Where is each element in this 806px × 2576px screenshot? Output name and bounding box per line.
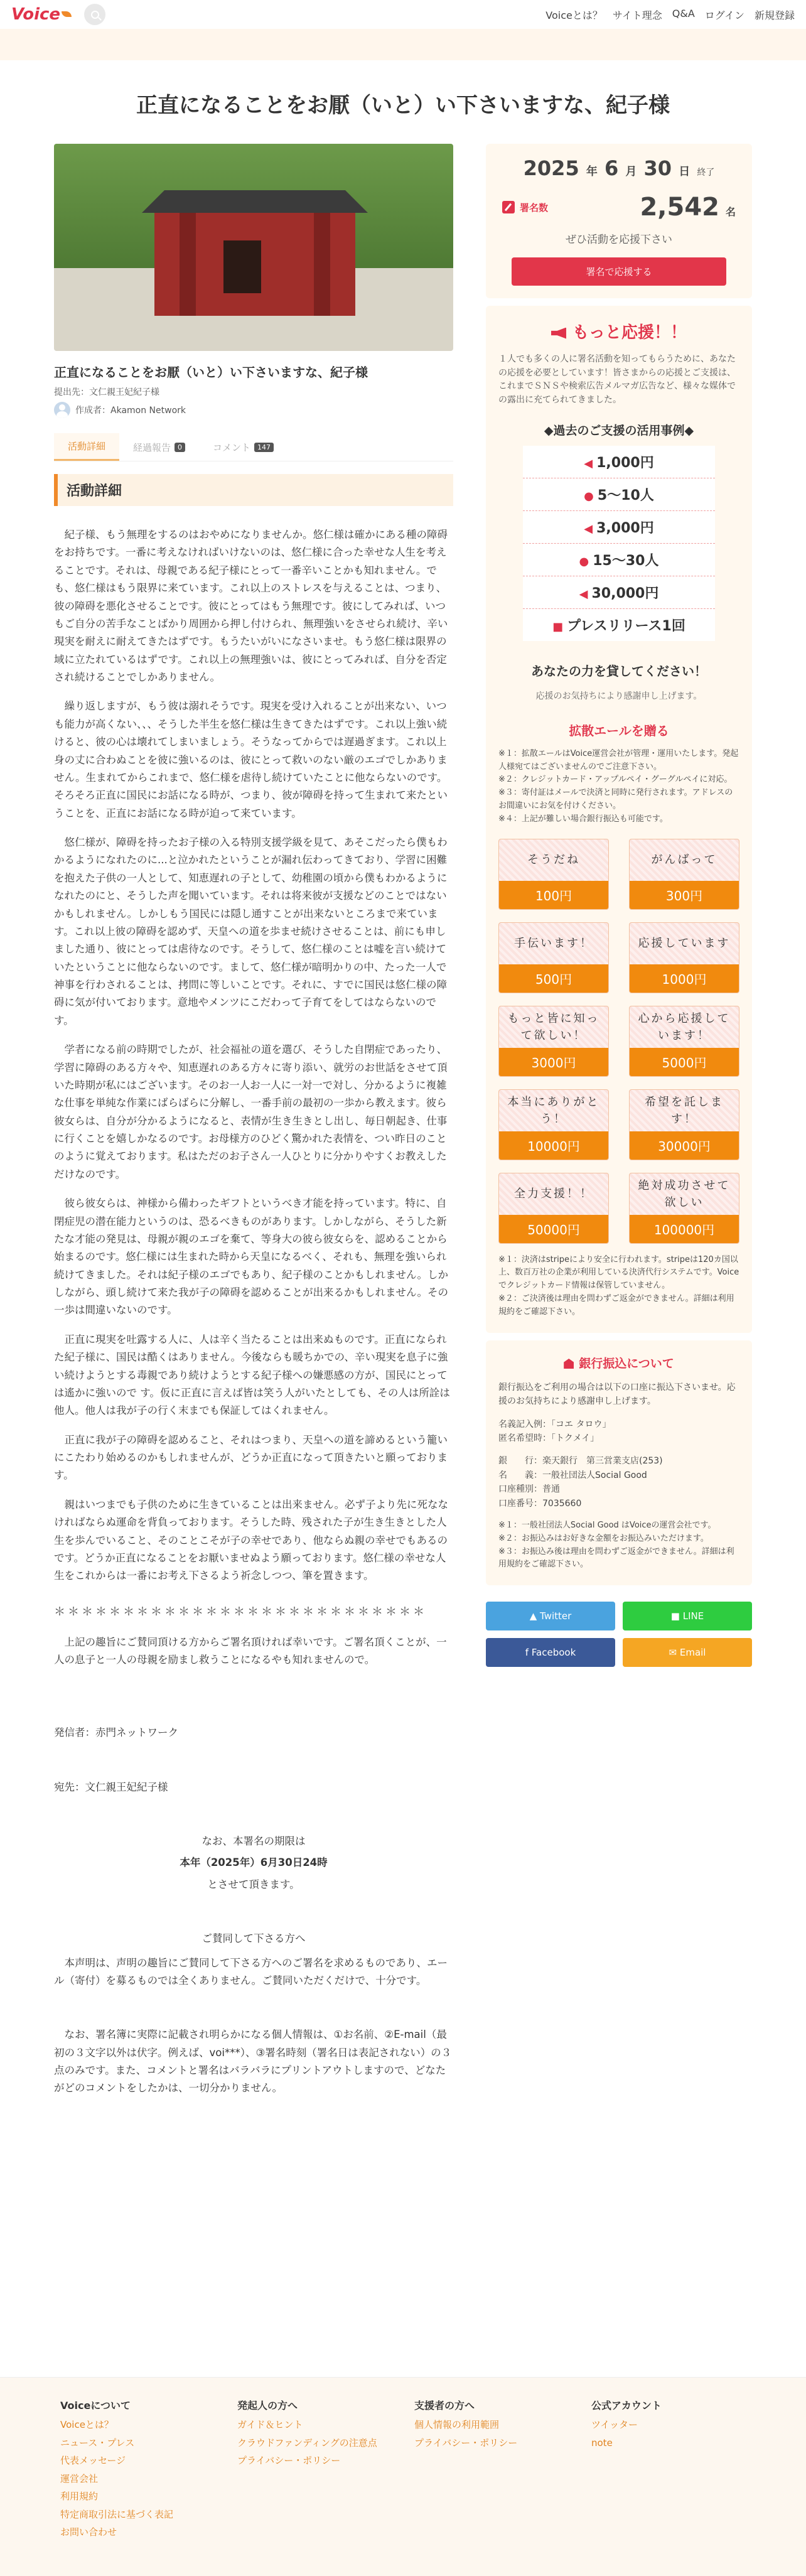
pen-icon <box>502 201 515 213</box>
share-label: Twitter <box>540 1610 572 1622</box>
date-year-unit: 年 <box>586 165 598 178</box>
footer-link[interactable]: プライバシー・ポリシー <box>237 2455 341 2466</box>
spread-notes <box>498 748 739 826</box>
count-badge: 0 <box>175 443 185 452</box>
body-paragraph: 紀子様、もう無理をするのはおやめになりませんか。悠仁様は確かにある種の障碍をお持ちです。一番に考えなければいけないのは、悠仁様に合った幸せな人生を考えることです。それは、母親である紀子様にとって一番辛いことかも知れません。でも、悠仁様はもう限界に来ています。これ以上のストレスを与えることは、つまり、彼の障碍を悪化させることです。彼にとってはもう無理です。彼にしてみれば、いつもご自分の苦手なことばかり周囲から押し付けられ、無理強いをさせられ続け、辛い現実を耐えに耐えてきたはずです。もうたいがいになさいませ。もう悠仁様は限界の域に立たれているはずです。これ以上の無理強いは、彼にとってみれば、自分を否定され続けることでしかありません。 <box>54 529 448 683</box>
note: ※２：クレジットカード・アップルペイ・グーグルペイに対応。 <box>498 775 733 785</box>
share-line-button[interactable] <box>623 1602 752 1630</box>
tab-label: コメント <box>213 441 251 453</box>
example-item <box>523 511 715 544</box>
pack-message: 応援しています <box>638 937 731 951</box>
site-footer <box>0 2377 806 2576</box>
body-paragraph: 彼ら彼女らは、神様から備わったギフトというべき才能を持っています。特に、自閉症児の潜在能力というのは、恐るべきものがあります。しかしながら、そうした新たな才能の発見は、母親が親のエゴを棄て、等身大の彼ら彼女らを、認めることから始まるのです。悠仁様には生まれた時から天皇になるべく、それも、無理を強いられ続けてきました。それは紀子様のエゴでもあり、紀子様のことかもしれません。しかしながら、頭し続けて来た我が子の障碍を認めることが出来るかもしれません。その一歩は間違いないのです。 <box>54 1197 448 1317</box>
pack-price: 100000円 <box>630 1215 739 1243</box>
tab-bar <box>54 433 453 461</box>
share-twitter-button[interactable] <box>486 1602 615 1630</box>
footer-link[interactable]: ガイド＆ヒント <box>237 2419 303 2430</box>
date-month-unit: 月 <box>625 165 637 178</box>
footer-col-official <box>591 2398 768 2576</box>
footer-link[interactable]: 特定商取引法に基づく表記 <box>60 2508 174 2520</box>
author-row[interactable] <box>54 402 453 418</box>
body-paragraph: 正直に現実を吐露する人に、人は辛く当たることは出来ぬものです。正直になられた紀子様に、国民は酷くはありません。今後ならも暖ちかでの、辛い現実を息子に強い続けようとする毒親であり続けようとする紀子様への嫌悪感の方が、国民にとっては遙かに強いので す。仮に正直に言えば皆は笑う人がいたとしても、その人は所詮は他人。他人は我が子の行く末までも保証してはくれません。 <box>54 1333 450 1417</box>
footer-col-starters <box>237 2398 414 2576</box>
footer-link[interactable]: Voiceとは？ <box>60 2419 114 2430</box>
pack-message: そうだね <box>527 853 580 867</box>
footer-link[interactable]: プライバシー・ポリシー <box>414 2437 518 2449</box>
bank-notes <box>498 1519 739 1571</box>
end-date <box>502 156 736 180</box>
tab-progress[interactable] <box>119 433 199 461</box>
deadline: 本年（2025年）6月30日24時 <box>180 1857 328 1869</box>
donate-card <box>486 306 752 1333</box>
examples-title: ◆過去のご支援の活用事例◆ <box>544 423 694 438</box>
bank-heading <box>498 1354 739 1373</box>
support-title: ご賛同して下さる方へ <box>202 1932 306 1945</box>
tab-label: 経過報告 <box>133 441 171 453</box>
pack-message: 手伝います！ <box>514 937 593 951</box>
pack-price: 500円 <box>499 964 608 993</box>
megaphone-icon: ◀ <box>579 587 588 601</box>
privacy-text: なお、署名簿に実際に記載され明らかになる個人情報は、①お名前、②E-mail（最初の３文字以外は伏字。例えば、voi***）、③署名時刻（署名日は表記されない）の３点のみです。また、コメントと署名はバラバラにプリントアウトしますので、どなたがどのコメントをしたかは、一切分かりません。 <box>54 2029 452 2094</box>
signature-label-text: 署名数 <box>520 202 549 213</box>
example-item <box>523 478 715 511</box>
bank-type: 口座種別：普通 <box>498 1484 560 1495</box>
signature-label <box>502 201 548 214</box>
count-badge: 147 <box>254 443 274 452</box>
people-icon: ● <box>579 554 589 568</box>
footer-link[interactable]: クラウドファンディングの注意点 <box>237 2437 377 2449</box>
pack-message: がんばって <box>651 853 717 867</box>
body-paragraph: 悠仁様が、障碍を持ったお子様の入る特別支援学級を見て、あそこだったら僕もわかるようになれたのに...と泣かれたということが漏れ伝わってきており、学習に困難を抱えた子供の一人として、知恵遅れの子として、幼稚園の頃から僕もわかるようになれたのにと、そうした声を聞いています。それは将来彼が支援などのことではないかもしれません。しかしもう国民には隠し通すことが出来ないところまで来ています。これ以上彼の障碍を認めず、天皇への道を歩ませ続けさせることは、前にも申しました通り、彼にとっては虐待なのです。そうして、悠仁様のことは嘘を言い続けていたということに他ならないのです。まして、悠仁様が暗明かりの中、たった一人で神事を行わされることは、拷問に等しいことです。それに、すでに国民は悠仁様の障碍に気が付いております。意地やメンツにこだわって子育てをしてはならないのです。 <box>54 836 448 1027</box>
example-label: プレスリリース1回 <box>567 618 685 634</box>
bank-name-example: 名義記入例：「コエ タロウ」 <box>498 1419 611 1430</box>
footer-heading: 発起人の方へ <box>237 2400 298 2412</box>
example-label: 15〜30人 <box>593 552 659 569</box>
example-label: 30,000円 <box>591 585 659 601</box>
note: ※３：お振込み後は理由を問わずご返金ができません。詳細は利用規約をご確認下さい。 <box>498 1546 734 1570</box>
footer-col-about <box>60 2398 237 2576</box>
sidebar <box>486 144 752 2109</box>
note: ※１：拡散エールはVoice運営会社が管理・運用いたします。発起人様宛てはございませんのでご注意下さい。 <box>498 748 739 772</box>
pack-price: 100円 <box>499 881 608 909</box>
red-gate-illustration <box>142 190 368 316</box>
date-month: 6 <box>604 156 619 180</box>
facebook-icon: f <box>525 1647 532 1659</box>
more-text: １人でも多くの人に署名活動を知ってもらうために、あなたの応援を必要としています！皆さまからの応援とご支援は、これまでＳＮＳや検索広告メルマガ広告など、様々な媒体での露出に充てられてきました。 <box>498 354 736 406</box>
bank-card <box>486 1340 752 1586</box>
footer-link[interactable]: 代表メッセージ <box>60 2455 126 2466</box>
hero-image <box>54 144 453 351</box>
bank-anon: 匿名希望時：「トクメイ」 <box>498 1433 599 1444</box>
divider-stars: ＊＊＊＊＊＊＊＊＊＊＊＊＊＊＊＊＊＊＊＊＊＊＊＊＊＊＊ <box>54 1605 427 1619</box>
pack-price: 3000円 <box>499 1048 608 1076</box>
megaphone-icon <box>551 328 566 339</box>
signature-count-value: 2,542 <box>640 193 719 222</box>
spread-title: 拡散エールを贈る <box>569 723 669 738</box>
note: ※３：寄付証はメールで決済と同時に発行されます。アドレスのお間違いにお気を付けください。 <box>498 788 733 811</box>
logo-text: Voice <box>11 5 61 24</box>
example-label: 1,000円 <box>596 455 654 471</box>
more-heading <box>498 320 739 343</box>
example-item <box>523 609 715 641</box>
body-paragraph: 学者になる前の時期でしたが、社会福祉の道を選び、そうした自閉症であったり、学習に障碍のある方々や、知恵遅れのある方々に寄り添い、就労のお世話をさせて頂いた時期が私にはございます。そのお一人お一人に一対一で対し、分かるように複雑な仕事を単純な作業にばらばらに分解し、一番手前の最初の一歩から教えます。彼ら彼女らは、自分が分かるようになると、表情が生き生きとし出し、毎日朝起き、仕事に行くことを嬉しかなるのです。お母様方のひどく驚かれた表情を、つい昨日のことのように覚えております。私はただのお子さん一人ひとりに分かりやすくお教えしただけなのです。 <box>54 1043 448 1180</box>
bank-holder: 名 義：一般社団法人Social Good <box>498 1470 647 1480</box>
example-item <box>523 576 715 609</box>
yell-pack[interactable] <box>498 922 609 993</box>
yell-pack[interactable] <box>629 839 739 910</box>
date-year: 2025 <box>523 156 579 180</box>
voice-logo[interactable] <box>11 5 74 24</box>
signature-unit: 名 <box>725 206 736 218</box>
addressee: 宛先：文仁親王妃紀子様 <box>54 1781 168 1793</box>
footer-heading: 支援者の方へ <box>414 2400 475 2412</box>
nav-about[interactable]: Voiceとは？ <box>545 9 603 21</box>
site-header <box>0 0 806 29</box>
note: ※４：上記が難しい場合銀行振込も可能です。 <box>498 814 668 824</box>
support-text: 本声明は、声明の趣旨にご賛同して下さる方へのご署名を求めるものであり、エール（寄付）を募るものでは全くありません。ご賛同いただくだけで、十分です。 <box>54 1956 448 1986</box>
power-title: あなたの力を貸してください！ <box>531 663 707 679</box>
body-paragraph: 繰り返しますが、もう彼は溺れそうです。現実を受け入れることが出来ない、いつも能力が高くない、、、そうした半生を悠仁様は生きてきたはずです。これ以上強い続けると、彼の心は壊れてしまいましょう。そうなってからでは遅過ぎます。これ以上身の丈に合わぬことを彼に強いるのは、彼にとって救いのない厳のエゴでしかありません。生まれてからこれまで、悠仁様を虐待し続けていたことに他ならないのです。そろそろ正直に国民にお話になる時が、つまり、彼が障碍を持って生まれて来たということを、正直にお話になる時が迫って来ています。 <box>54 700 448 819</box>
footer-col-supporters <box>414 2398 591 2576</box>
twitter-icon: ▲ <box>529 1610 540 1622</box>
tab-comments[interactable] <box>199 433 287 461</box>
sender: 発信者：赤門ネットワーク <box>54 1727 178 1739</box>
top-banner <box>0 29 806 60</box>
footer-link[interactable]: ニュース・プレス <box>60 2437 135 2449</box>
search-icon <box>91 11 99 19</box>
pack-message: 絶対成功させて欲しい <box>638 1178 731 1209</box>
footer-link[interactable]: ツイッター <box>591 2419 638 2430</box>
top-nav <box>545 8 795 22</box>
bank-bank: 銀 行：楽天銀行 第三営業支店(253) <box>498 1456 663 1467</box>
body-paragraph: 正直に我が子の障碍を認めること、それはつまり、天皇への道を諦めるという籠いにこたわり始めるのかもしれませんが、どうか正直になって頂きたいと願っております。 <box>54 1433 448 1482</box>
petition-recipient: 提出先：文仁親王妃紀子様 <box>54 387 159 397</box>
pack-price: 1000円 <box>630 964 739 993</box>
yell-pack[interactable] <box>498 1089 609 1160</box>
yell-pack[interactable] <box>498 1006 609 1077</box>
author-name: 作成者：Akamon Network <box>75 406 186 416</box>
pack-price: 5000円 <box>630 1048 739 1076</box>
yell-pack-grid <box>498 839 739 1244</box>
search-button[interactable] <box>84 4 105 25</box>
yell-pack[interactable] <box>629 1173 739 1244</box>
signature-request: 上記の趣旨にご賛同頂ける方からご署名頂ければ幸いです。ご署名頂くことが、一人の息子と一人の母親を励まし救うことになるやも知れませんので。 <box>54 1636 447 1666</box>
footer-link[interactable]: 運営会社 <box>60 2472 99 2484</box>
example-label: 5〜10人 <box>597 487 654 504</box>
yell-pack[interactable] <box>629 922 739 993</box>
share-email-button[interactable] <box>623 1638 752 1667</box>
nav-register[interactable]: 新規登録 <box>754 9 795 21</box>
power-sub: 応援のお気持ちにより感謝申し上げます。 <box>535 691 702 701</box>
nav-login[interactable]: ログイン <box>704 9 744 21</box>
body-paragraph: 親はいつまでも子供のために生きていることは出来ません。必ず子より先に死ななければならぬ運命を背負っております。そうした時、残された子が生き生きとした人生を歩んでいること、そのことこそが子の幸せであり、他ならぬ親の幸せでもあるのです。どうか正直になることをお厭いませぬよう願っております。悠仁様の幸せな人生をこれからは一番にお考え下さるよう祈念しつつ、筆を置きます。 <box>54 1498 448 1582</box>
petition-body <box>54 526 453 2098</box>
date-day: 30 <box>643 156 672 180</box>
line-icon: ■ <box>670 1610 683 1622</box>
footer-link[interactable]: 個人情報の利用範囲 <box>414 2419 500 2430</box>
bank-number: 口座番号：7035660 <box>498 1498 582 1509</box>
email-icon: ✉ <box>669 1647 680 1659</box>
share-label: Email <box>679 1647 706 1659</box>
signature-count <box>640 193 736 222</box>
pack-message: 全力支援！！ <box>514 1187 593 1201</box>
page-title: 正直になることをお厭（いと）い下さいますな、紀子様 <box>136 93 670 118</box>
pack-price: 10000円 <box>499 1131 608 1160</box>
note: ※２：ご決済後は理由を問わずご返金ができません。詳細は利用規約をご確認下さい。 <box>498 1293 734 1317</box>
main-column <box>54 144 453 2109</box>
pack-message: 心から応援しています！ <box>638 1011 731 1042</box>
footer-link[interactable]: note <box>591 2437 613 2449</box>
yell-pack[interactable] <box>498 839 609 910</box>
bank-title: 銀行振込について <box>579 1356 674 1371</box>
yell-pack[interactable] <box>498 1173 609 1244</box>
pack-message: 本当にありがとう！ <box>507 1095 600 1126</box>
example-item <box>523 544 715 576</box>
share-label: Facebook <box>531 1647 576 1659</box>
people-icon: ● <box>584 489 594 503</box>
sign-button[interactable]: 署名で応援する <box>512 257 726 286</box>
leaf-icon <box>62 10 74 19</box>
share-label: LINE <box>682 1610 704 1622</box>
megaphone-icon: ◀ <box>584 456 593 470</box>
share-facebook-button[interactable] <box>486 1638 615 1667</box>
pack-price: 50000円 <box>499 1215 608 1243</box>
date-day-unit: 日 <box>679 165 690 178</box>
note: ※１：一般社団法人Social Good はVoiceの運営会社です。 <box>498 1521 716 1531</box>
section-heading: 活動詳細 <box>54 474 453 506</box>
note: ※２：お振込みはお好きな金額をお振込みいただけます。 <box>498 1533 709 1543</box>
pack-price: 300円 <box>630 881 739 909</box>
footer-link[interactable]: お問い合わせ <box>60 2526 117 2538</box>
example-item <box>523 446 715 478</box>
tab-details[interactable] <box>54 433 119 461</box>
support-ask: ぜひ活動を応援下さい <box>566 234 672 246</box>
note: ※１：決済はstripeにより安全に行われます。stripeは120カ国以上、数百万社の企業が利用している決済代行システムです。Voiceでクレジットカード情報は保管していません。 <box>498 1254 739 1291</box>
footer-link[interactable]: 利用規約 <box>60 2491 99 2502</box>
example-label: 3,000円 <box>596 520 654 536</box>
signature-card <box>486 144 752 298</box>
nav-philosophy[interactable]: サイト理念 <box>612 9 662 21</box>
tab-label: 活動詳細 <box>68 441 106 452</box>
nav-qa[interactable]: Q&A <box>672 7 695 19</box>
footer-heading: 公式アカウント <box>591 2400 662 2412</box>
date-end: 終了 <box>697 168 715 178</box>
footer-heading: Voiceについて <box>60 2400 131 2412</box>
pack-message: もっと皆に知って欲しい！ <box>507 1011 600 1042</box>
document-icon: ■ <box>552 620 564 633</box>
pack-message: 希望を託します！ <box>645 1095 724 1126</box>
petition-title: 正直になることをお厭（いと）い下さいますな、紀子様 <box>54 365 368 380</box>
pack-price: 30000円 <box>630 1131 739 1160</box>
bank-intro: 銀行振込をご利用の場合は以下の口座に振込下さいませ。応援のお気持ちにより感謝申し上げます。 <box>498 1382 736 1407</box>
examples-list <box>523 446 715 641</box>
deadline-outro: とさせて頂きます。 <box>207 1878 300 1890</box>
bank-icon <box>564 1359 574 1369</box>
yell-pack[interactable] <box>629 1089 739 1160</box>
megaphone-icon: ◀ <box>584 522 593 536</box>
deadline-intro: なお、本署名の期限は <box>202 1835 306 1848</box>
avatar <box>54 402 70 418</box>
pack-notes <box>498 1254 739 1319</box>
yell-pack[interactable] <box>629 1006 739 1077</box>
share-buttons <box>486 1602 752 1667</box>
more-title: もっと応援！！ <box>572 323 687 342</box>
